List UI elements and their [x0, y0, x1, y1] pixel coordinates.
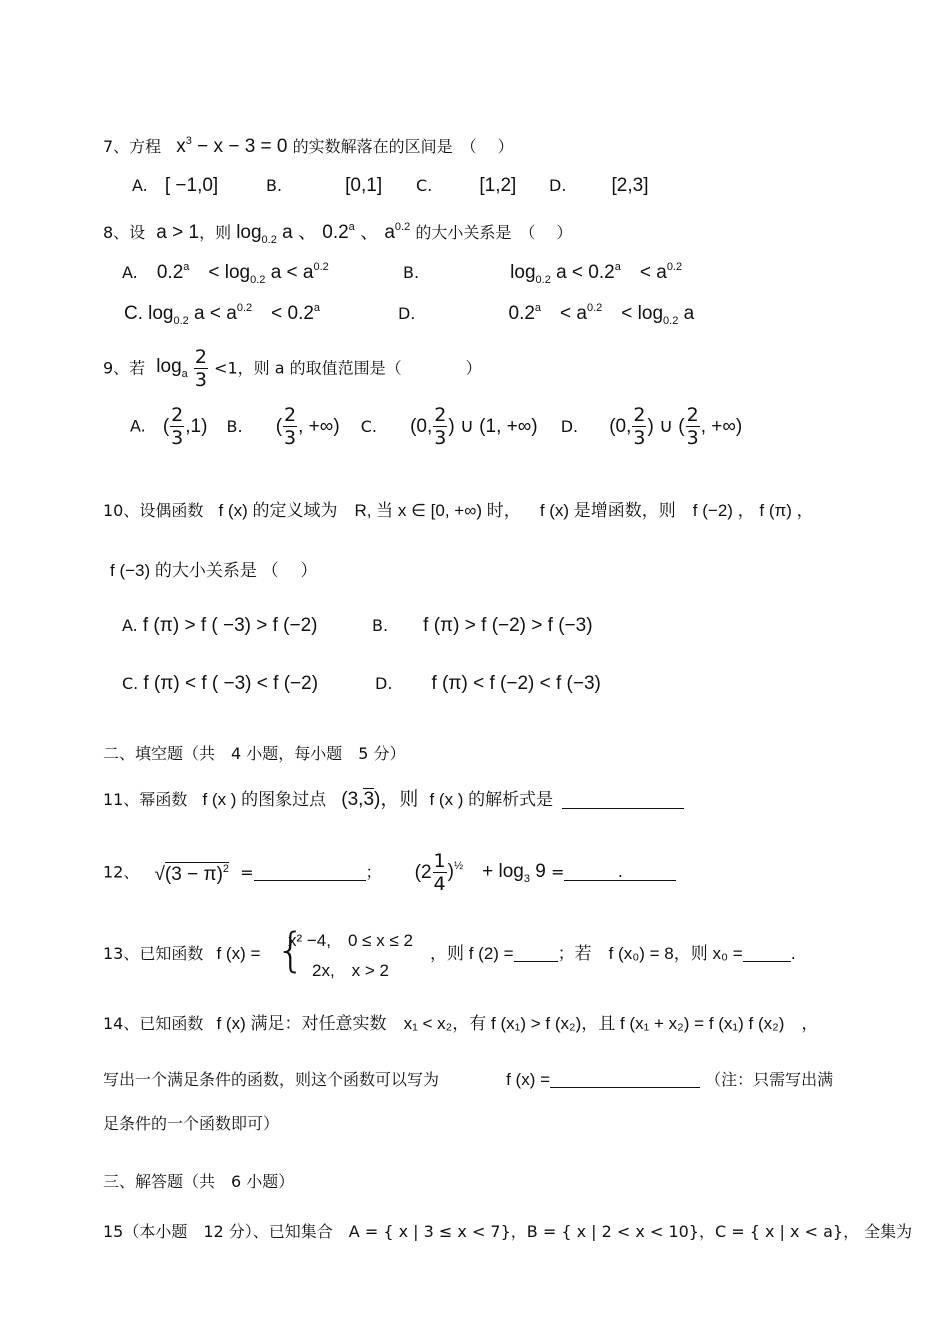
q9-stem: 9、若 $\log_a$ $\frac{2}{3}$ <1，则 a 的取值范围是（ ） [103, 346, 482, 391]
q13-intro: 13、已知函数 [103, 944, 204, 963]
q13-answer-blank-2[interactable] [743, 945, 791, 962]
q14-line2: 写出一个满足条件的函数，则这个函数可以写为 f (x) = （注：只需写出满 [103, 1070, 834, 1089]
q7-number: 7、方程 [103, 137, 162, 156]
q10-option-a: A. f (π) > f ( −3) > f (−2) [122, 615, 318, 636]
q14-line3: 足条件的一个函数即可） [103, 1114, 280, 1133]
q10-intro: 10、设偶函数 [103, 501, 204, 520]
q10-option-c: C. f (π) < f ( −3) < f (−2) [122, 673, 319, 694]
q9-number: 9、若 [103, 358, 146, 378]
q7-tail: 的实数解落在的区间是 （ ） [292, 137, 514, 156]
q9-option-b-label: B. [226, 416, 243, 436]
q11: 11、幂函数 f (x ) 的图象过点 (3,3)，则 f (x ) 的解析式是 [103, 788, 684, 809]
q9-option-a-label: A. [130, 416, 146, 436]
q8-expressions: $\log_{0.2} a$ 、 0.2$^a$ 、 $a^{0.2}$ [236, 221, 411, 246]
q11-answer-blank[interactable] [562, 792, 684, 809]
q15-stem: 15（本小题 12 分）、已知集合 A = { x | 3 ≤ x < 7}，B = { x | 2 < x < 10}，C = { x | x < a}， 全集为 [103, 1222, 913, 1241]
q7-option-b: B. [0,1] [266, 175, 383, 196]
q13-case-1: x² −4, 0 ≤ x ≤ 2 [288, 931, 413, 950]
q8-option-d: D. 0.2$^a$ < $a^{0.2}$ < $\log_{0.2} a$ [398, 302, 695, 327]
q10-line2: f (−3) 的大小关系是 （ ） [110, 561, 318, 580]
q8-option-c: C. $\log_{0.2} a < a^{0.2}$ < 0.2$^a$ [124, 302, 321, 327]
q8-number: 8、设 [103, 223, 146, 242]
q7-stem [103, 136, 514, 156]
q7-option-d: D. [2,3] [549, 175, 649, 196]
q9-tail: <1，则 a 的取值范围是（ ） [214, 358, 482, 378]
q11-intro: 11、幂函数 [103, 790, 188, 809]
q9-option-c-label: C. [360, 416, 378, 436]
q10-option-d: D. f (π) < f (−2) < f (−3) [375, 673, 601, 694]
q12-answer-blank-2[interactable]: . [564, 864, 676, 881]
q10-option-b: B. f (π) > f (−2) > f (−3) [372, 615, 593, 636]
q8-stem: 8、设 a > 1，则 $\log_{0.2} a$ 、 0.2$^a$ 、 $a^{0.2}$ 的大小关系是 （ ） [103, 221, 573, 246]
section-fill-in-heading: 二、填空题（共 4 小题，每小题 5 分） [103, 744, 406, 763]
q9-options: A. ( $\frac{2}{3}$ ,1) B. ( $\frac{2}{3}$ , +∞) C. (0, $\frac{2}{3}$ ) ∪ (1, +∞) D. (0, $\frac{2}{3}$ ) ∪ ( $\frac{2}{3}$ , +∞) [130, 404, 743, 449]
q13-answer-blank-1[interactable] [514, 945, 558, 962]
q8-tail: 的大小关系是 （ ） [415, 223, 573, 242]
q13: 13、已知函数 f (x) = [103, 944, 261, 963]
q12-number: 12、 [103, 862, 140, 882]
q7-option-c: C. [1,2] [416, 175, 517, 196]
q10-line1: 10、设偶函数 f (x) 的定义域为 R, 当 x ∈ [0, +∞) 时， f (x) 是增函数，则 f (−2) ， f (π) ， [103, 501, 814, 520]
q7-equation: $x^3 - x - 3 = 0$ [176, 135, 288, 157]
q13-brace: { [276, 923, 306, 977]
q14-line1: 14、已知函数 f (x) 满足：对任意实数 x₁ < x₂，有 f (x₁) > f (x₂)，且 f (x₁ + x₂) = f (x₁) f (x₂) ， [103, 1014, 819, 1033]
q12: 12、 $√(3 - \pi)^2$ = ； (2 $\frac{1}{4}$ )$^{\frac{1}{2}}$ + $\log_3 9$ = . [103, 850, 676, 895]
q7-option-a: A. [ −1,0] [132, 175, 219, 196]
q14-answer-blank[interactable] [550, 1071, 700, 1088]
q13-case-2: 2x, x > 2 [312, 961, 390, 980]
q8-option-a: A. 0.2$^a$ < $\log_{0.2} a < a^{0.2}$ [122, 261, 329, 286]
q14-intro: 14、已知函数 [103, 1014, 204, 1033]
q8-condition: a > 1 [156, 222, 200, 243]
section-solution-heading: 三、解答题（共 6 小题） [103, 1172, 295, 1191]
q12-answer-blank-1[interactable] [254, 864, 366, 881]
q13-tail: ，则 f (2) = ；若 f (x₀) = 8，则 x₀ = . [430, 944, 796, 963]
q9-option-d-label: D. [560, 416, 579, 436]
q8-option-b: B. $\log_{0.2} a < 0.2^a$ < $a^{0.2}$ [403, 261, 683, 286]
